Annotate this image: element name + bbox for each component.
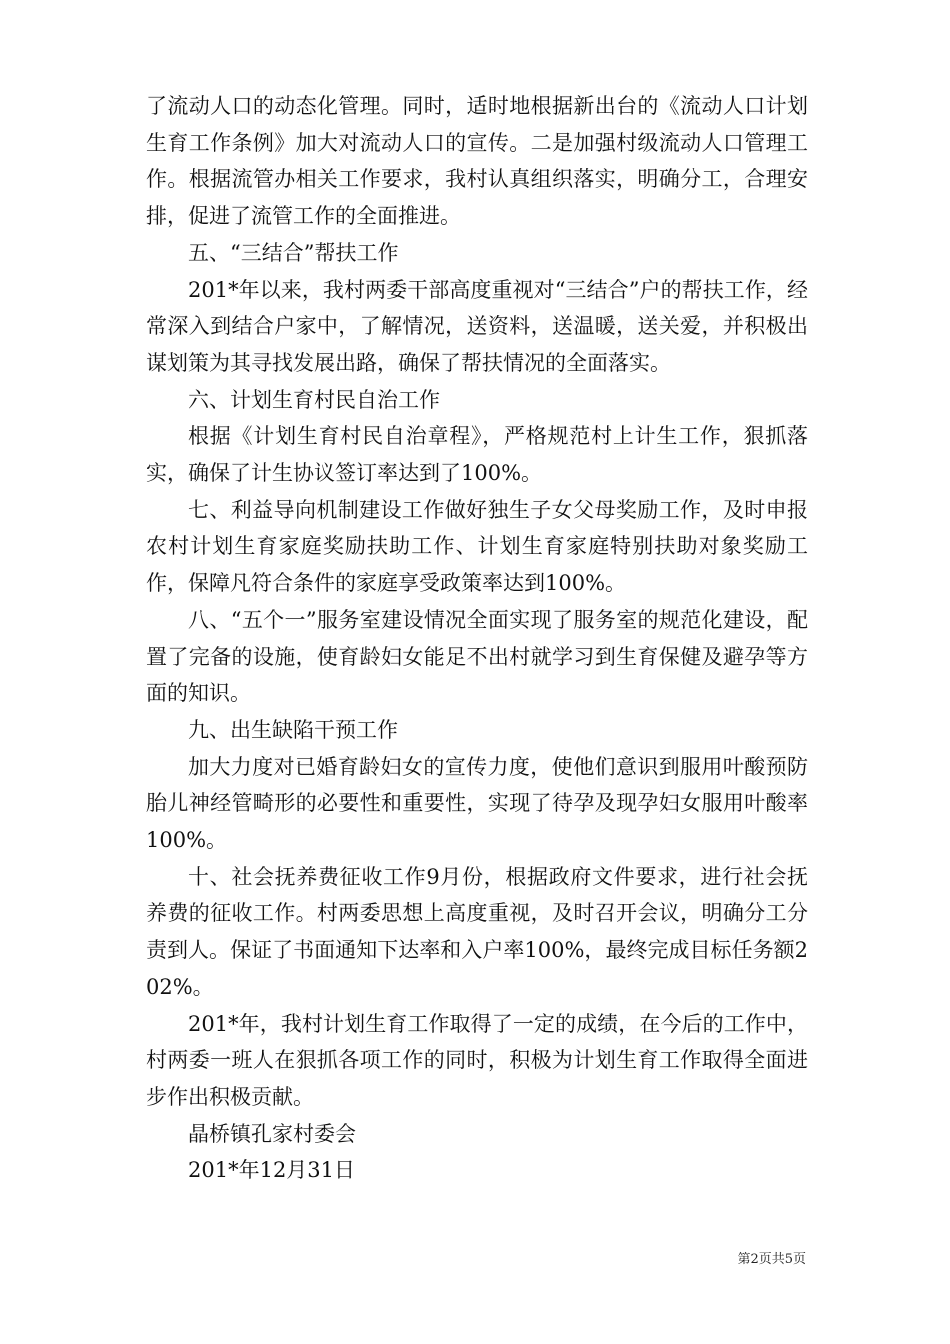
paragraph-conclusion: 201*年，我村计划生育工作取得了一定的成绩，在今后的工作中，村两委一班人在狠抓各项工作的同时，积极为计划生育工作取得全面进步作出积极贡献。 — [146, 1011, 808, 1109]
signature-organization: 晶桥镇孔家村委会 — [188, 1121, 356, 1146]
heading-section-5: 五、“三结合”帮扶工作 — [188, 240, 399, 265]
paragraph-section-9: 加大力度对已婚育龄妇女的宣传力度，使他们意识到服用叶酸预防胎儿神经管畸形的必要性和重要性，实现了待孕及现孕妇女服用叶酸率100%。 — [146, 754, 808, 853]
document-body — [146, 88, 808, 1189]
signature-date: 201*年12月31日 — [188, 1158, 356, 1183]
paragraph-section-8: 八、“五个一”服务室建设情况全面实现了服务室的规范化建设，配置了完备的设施，使育龄妇女能足不出村就学习到生育保健及避孕等方面的知识。 — [146, 607, 808, 706]
heading-section-9: 九、出生缺陷干预工作 — [188, 717, 398, 742]
paragraph-continuation: 了流动人口的动态化管理。同时，适时地根据新出台的《流动人口计划生育工作条例》加大对流动人口的宣传。二是加强村级流动人口管理工作。根据流管办相关工作要求，我村认真组织落实，明确分工，合理安排，促进了流管工作的全面推进。 — [146, 94, 808, 229]
paragraph-section-6: 根据《计划生育村民自治章程》，严格规范村上计生工作，狠抓落实，确保了计生协议签订率达到了100%。 — [146, 424, 808, 486]
heading-section-6: 六、计划生育村民自治工作 — [188, 387, 440, 412]
paragraph-section-10: 十、社会抚养费征收工作9月份，根据政府文件要求，进行社会抚养费的征收工作。村两委思想上高度重视，及时召开会议，明确分工分责到人。保证了书面通知下达率和入户率100%，最终完成目标任务额202%。 — [146, 864, 808, 999]
paragraph-section-7: 七、利益导向机制建设工作做好独生子女父母奖励工作，及时申报农村计划生育家庭奖励扶助工作、计划生育家庭特别扶助对象奖励工作，保障凡符合条件的家庭享受政策率达到100%。 — [146, 497, 808, 596]
page-number-footer: 第2页共5页 — [737, 1252, 806, 1267]
paragraph-section-5: 201*年以来，我村两委干部高度重视对“三结合”户的帮扶工作，经常深入到结合户家中，了解情况，送资料，送温暖，送关爱，并积极出谋划策为其寻找发展出路，确保了帮扶情况的全面落实。 — [146, 277, 808, 375]
